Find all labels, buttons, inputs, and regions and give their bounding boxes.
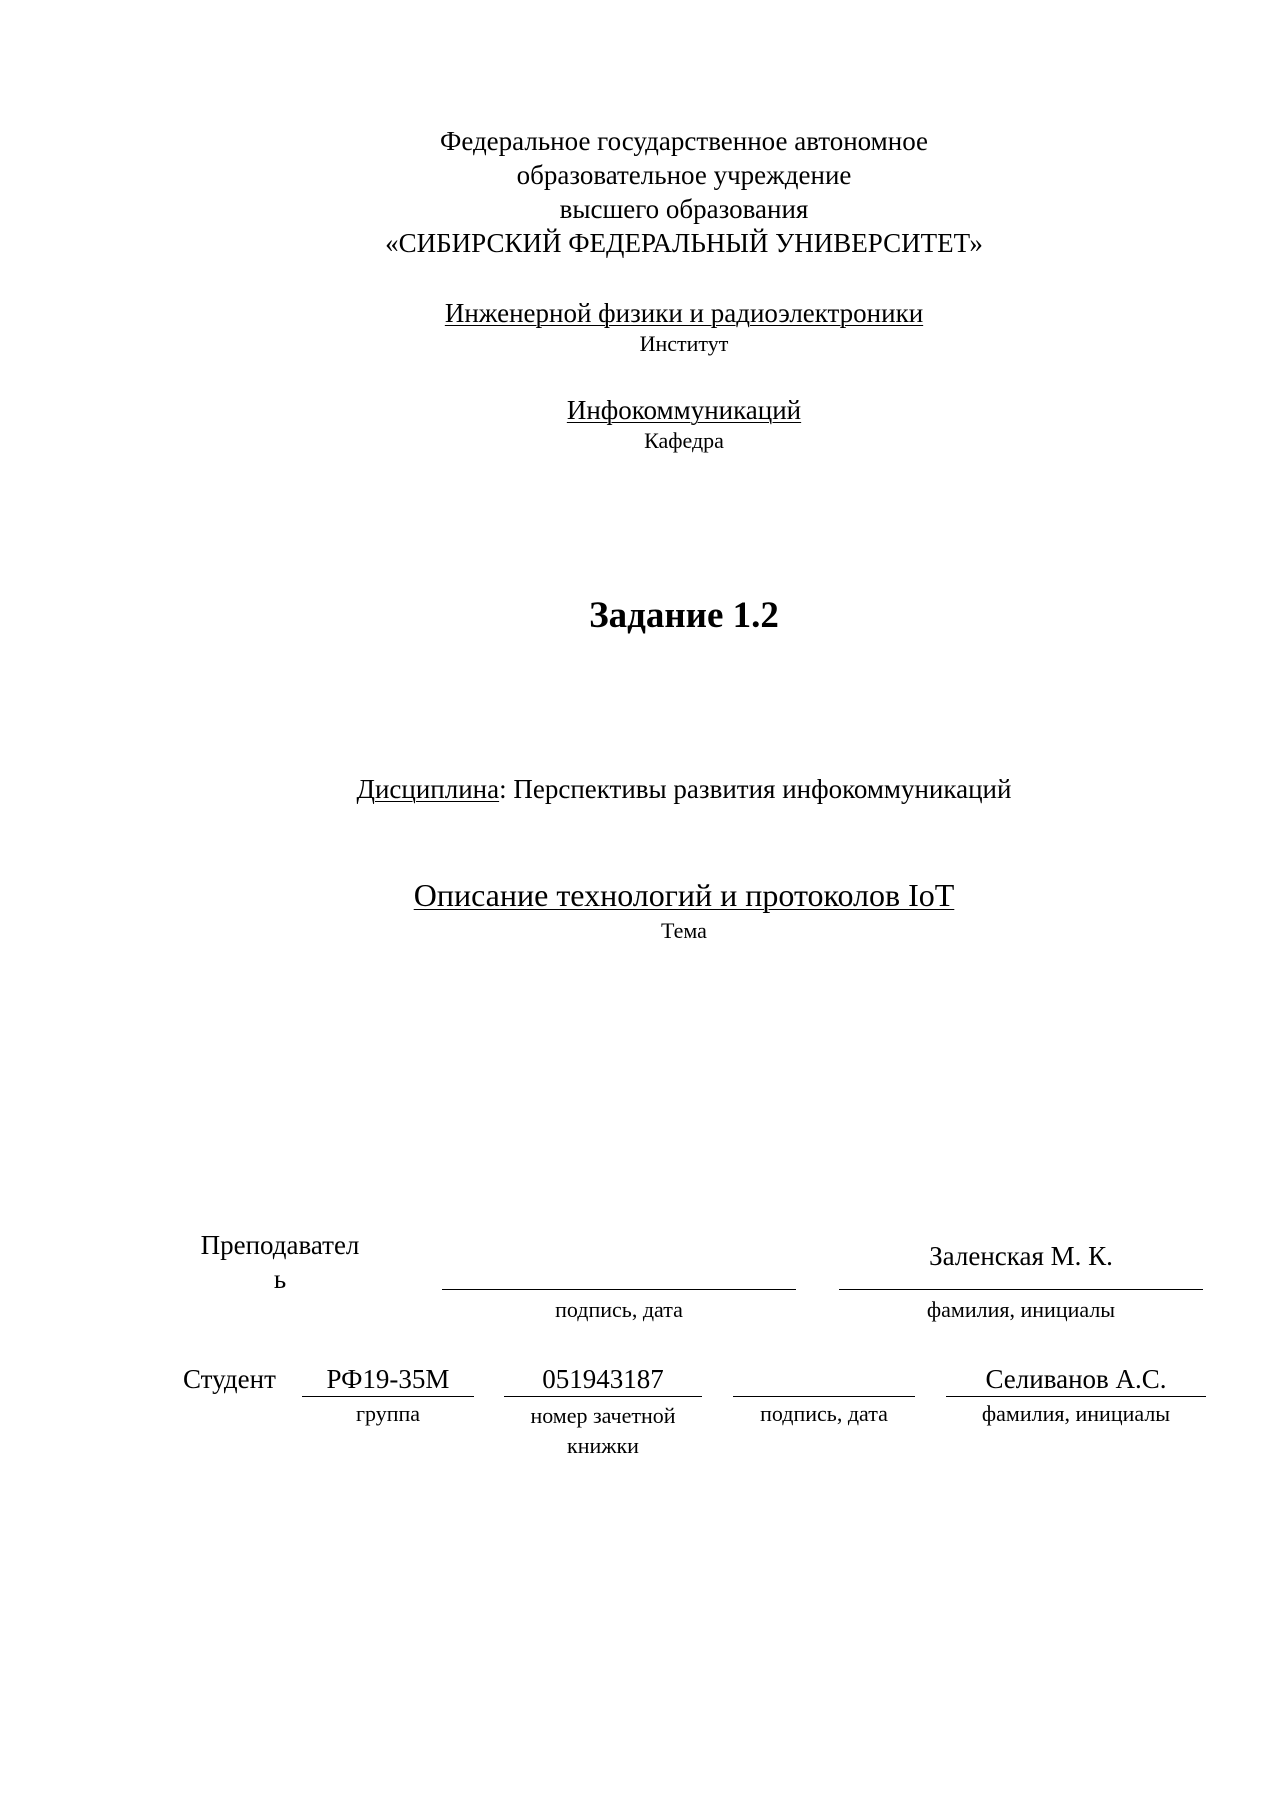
discipline-name: Перспективы развития инфокоммуникаций [506, 774, 1012, 804]
teacher-name: Заленская М. К. [929, 1241, 1113, 1271]
student-name: Селиванов А.С. [985, 1364, 1167, 1394]
institute-name-text: Инженерной физики и радиоэлектроники [444, 298, 924, 328]
student-record-book-caption [504, 1401, 702, 1461]
teacher-name-line [839, 1289, 1203, 1290]
topic-caption: Тема [661, 918, 707, 943]
record-book-caption-line-2: книжки [567, 1433, 639, 1458]
teacher-signature-line [442, 1289, 796, 1290]
teacher-signature-caption: подпись, дата [555, 1297, 683, 1322]
student-role: Студент [183, 1364, 276, 1394]
teacher-role-line-1: Преподавател [200, 1230, 360, 1260]
department-name [0, 393, 1280, 427]
teacher-role-line-2: ь [273, 1264, 287, 1294]
teacher-role [180, 1228, 380, 1296]
department-caption: Кафедра [644, 428, 724, 453]
institute-name [0, 296, 1280, 330]
student-record-book-line [504, 1396, 702, 1397]
student-name-caption: фамилия, инициалы [981, 1401, 1171, 1426]
student-group-caption: группа [355, 1401, 421, 1426]
department-name-text: Инфокоммуникаций [566, 395, 802, 425]
student-group: РФ19-35М [326, 1364, 450, 1394]
student-group-line [302, 1396, 474, 1397]
student-signature-caption: подпись, дата [760, 1401, 888, 1426]
topic-line [0, 877, 1280, 914]
discipline-separator: : [499, 774, 507, 804]
header-line-1: Федеральное государственное автономное [439, 126, 929, 156]
teacher-name-caption: фамилия, инициалы [926, 1297, 1116, 1322]
student-record-book: 051943187 [542, 1364, 664, 1394]
student-name-line [946, 1396, 1206, 1397]
topic-name: Описание технологий и протоколов IoT [413, 877, 955, 913]
header-line-2: образовательное учреждение [516, 160, 852, 190]
header-line-3: высшего образования [559, 194, 809, 224]
discipline-line [0, 774, 1280, 805]
record-book-caption-line-1: номер зачетной [530, 1403, 676, 1428]
discipline-label: Дисциплина [356, 774, 500, 804]
assignment-title: Задание 1.2 [589, 595, 779, 636]
student-signature-line [733, 1396, 915, 1397]
institute-caption: Институт [639, 331, 729, 356]
university-name: «СИБИРСКИЙ ФЕДЕРАЛЬНЫЙ УНИВЕРСИТЕТ» [385, 228, 983, 258]
